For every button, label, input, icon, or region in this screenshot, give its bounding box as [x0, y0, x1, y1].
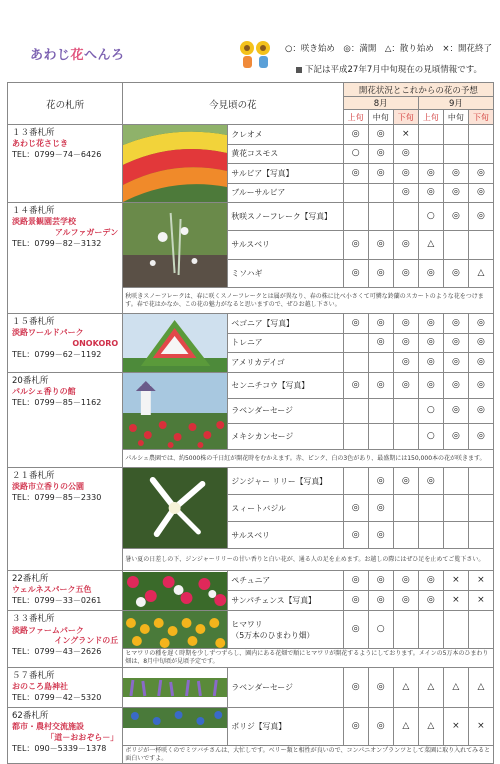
bloom-status-mark: ◎ [393, 333, 418, 353]
bloom-status-mark: × [443, 707, 468, 745]
bloom-status-mark [343, 424, 368, 450]
place-tel: TEL：0799－82－3132 [12, 239, 102, 249]
bloom-table-wrapper [7, 82, 494, 764]
flower-name-text: メキシカンセージ [231, 432, 294, 442]
flower-name-text: トレニア [231, 338, 263, 348]
bloom-status-mark: ◎ [368, 164, 393, 184]
bloom-status-mark: ◎ [418, 591, 443, 611]
place-tel: TEL：0799－62－1192 [12, 350, 102, 360]
bloom-status-mark: ◎ [368, 144, 393, 164]
bloom-status-mark: ◎ [368, 231, 393, 259]
place-tel: TEL：0799－43－2626 [12, 647, 102, 657]
period-sep-late: 下旬 [468, 110, 493, 125]
flower-name [228, 667, 343, 707]
info-note: 下記は平成27年7月中旬現在の見頃情報です。 [296, 63, 482, 75]
flower-photo [123, 373, 228, 450]
bloom-status-mark: ◎ [443, 424, 468, 450]
place-cell [8, 314, 123, 373]
flower-row [8, 571, 494, 591]
flower-memo: ボリジが一杯咲くのでミツバチさんは、大忙しです。ベリー類と相性が良いので、コンパニオンプランツとして菜園に取り入れてみると面白いですよ。 [123, 745, 494, 764]
bloom-status-mark [393, 398, 418, 424]
place-name: あわじ花さじき [12, 139, 68, 149]
flower-photo-image [123, 125, 227, 202]
flower-memo: パルシェ農園では、約5000株の千日紅が開花時をむかえます。赤、ピンク、白の3色があり、最盛期には150,000本の花が咲きます。 [123, 450, 494, 468]
flower-photo-image [123, 572, 227, 610]
flower-name-text: スィートバジル [231, 503, 286, 513]
flower-photo-image [123, 678, 227, 697]
sunflower-children-illustration [238, 40, 272, 70]
place-name: 淡路景観園芸学校 [12, 217, 76, 227]
bloom-status-mark: ◎ [418, 468, 443, 495]
place-name: 淡路ファームパーク [12, 625, 84, 635]
bloom-status-mark: ○ [418, 398, 443, 424]
place-number: １４番札所 [12, 206, 55, 216]
flower-name-text: 黄花コスモス [231, 149, 279, 159]
bloom-status-mark: △ [443, 667, 468, 707]
bloom-status-mark: ○ [343, 144, 368, 164]
bloom-status-mark [418, 144, 443, 164]
bloom-status-mark [368, 183, 393, 203]
bloom-status-mark [343, 203, 368, 231]
place-name-sub: アルファガーデン [54, 228, 119, 238]
flower-name [228, 125, 343, 145]
flower-name-text: ヒマワリ [231, 619, 263, 629]
flower-name-text: ペチュニア [231, 576, 271, 586]
bloom-status-mark [443, 522, 468, 549]
bloom-status-mark [418, 495, 443, 522]
flower-name-text: ジンジャー リリー【写真】 [231, 476, 327, 486]
flower-name [228, 611, 343, 649]
bloom-status-mark: ◎ [418, 571, 443, 591]
flower-name [228, 203, 343, 231]
status-legend: ○：咲き始め ◎：満開 △：散り始め ×：開花終了 [285, 44, 492, 54]
place-tel: TEL：0799－42－5320 [12, 692, 102, 702]
bloom-status-mark: ◎ [443, 259, 468, 287]
bloom-status-mark [418, 125, 443, 145]
flower-row [8, 707, 494, 745]
bloom-status-mark [418, 611, 443, 649]
bloom-status-mark [343, 333, 368, 353]
bloom-status-mark: ○ [368, 611, 393, 649]
flower-name-text: ベゴニア【写真】 [231, 318, 294, 328]
bloom-status-mark [468, 522, 493, 549]
place-name: ウェルネスパーク五色 [12, 585, 92, 595]
flower-photo-image [123, 314, 227, 372]
bloom-status-mark: ◎ [343, 314, 368, 334]
bloom-status-mark [418, 522, 443, 549]
bloom-status-mark [468, 125, 493, 145]
bloom-status-mark: ◎ [418, 183, 443, 203]
bloom-status-mark: ◎ [368, 707, 393, 745]
bloom-status-mark: ◎ [343, 571, 368, 591]
flower-photo [123, 611, 228, 649]
place-number: ３３番札所 [12, 614, 55, 625]
bloom-table [7, 82, 494, 764]
flower-name-text: ボリジ【写真】 [231, 721, 286, 731]
place-name: パルシェ香りの館 [12, 387, 76, 397]
place-cell [8, 125, 123, 203]
flower-name [228, 164, 343, 184]
bloom-status-mark: ◎ [418, 373, 443, 399]
bloom-status-mark: × [468, 591, 493, 611]
bloom-status-mark: ◎ [343, 522, 368, 549]
flower-name [228, 231, 343, 259]
bloom-status-mark: ◎ [418, 314, 443, 334]
bloom-status-mark: ◎ [368, 591, 393, 611]
bloom-status-mark [368, 398, 393, 424]
bloom-status-mark: ◎ [443, 398, 468, 424]
place-number: 22番札所 [12, 574, 49, 584]
flower-photo-image [123, 373, 227, 449]
place-number: 20番札所 [12, 376, 49, 386]
bloom-status-mark: △ [418, 231, 443, 259]
bloom-status-mark: △ [468, 667, 493, 707]
place-name: 淡路ワールドパーク [12, 328, 84, 338]
bloom-status-mark [393, 203, 418, 231]
flower-memo: 秋咲きスノーフレークは、春に咲くスノーフレークとは属が異なり、春の株に比べ小さくて可憐な鈴蘭のスカートのような花をつけます。春で花はかなか、この花の魅力がなると思いますので、ぜひお越し下さい。 [123, 288, 494, 314]
bloom-status-mark: △ [393, 707, 418, 745]
place-name: おのころ島神社 [12, 682, 68, 692]
bloom-status-mark: ◎ [418, 333, 443, 353]
bloom-status-mark [468, 495, 493, 522]
place-tel: TEL：090－5339－1378 [12, 743, 107, 753]
flower-row [8, 203, 494, 231]
flower-row [8, 468, 494, 495]
bloom-status-mark [393, 424, 418, 450]
place-number: ５７番札所 [12, 670, 55, 681]
bloom-status-mark [468, 468, 493, 495]
flower-photo-image [123, 203, 227, 287]
place-number: １３番札所 [12, 128, 55, 138]
bloom-status-mark [368, 353, 393, 373]
bloom-status-mark: ◎ [343, 707, 368, 745]
bloom-status-mark: ◎ [393, 373, 418, 399]
flower-name [228, 353, 343, 373]
bloom-status-mark: ◎ [343, 164, 368, 184]
flower-name-text: 秋咲スノーフレーク【写真】 [231, 212, 332, 222]
bloom-status-mark [343, 183, 368, 203]
bloom-status-mark: × [393, 125, 418, 145]
bloom-status-mark: ◎ [368, 314, 393, 334]
flower-name [228, 707, 343, 745]
bloom-status-mark: ◎ [468, 333, 493, 353]
bloom-status-mark: ◎ [343, 259, 368, 287]
flower-name-text: サルスベリ [231, 530, 270, 540]
flower-photo [123, 468, 228, 549]
bloom-status-mark: ◎ [368, 495, 393, 522]
bloom-status-mark [343, 353, 368, 373]
bloom-status-mark: ◎ [468, 373, 493, 399]
flower-name [228, 468, 343, 495]
bloom-status-mark: ◎ [393, 183, 418, 203]
bloom-status-mark [443, 144, 468, 164]
bloom-status-mark [443, 125, 468, 145]
bloom-status-mark [368, 203, 393, 231]
flower-photo [123, 707, 228, 745]
place-name-sub: ONOKORO [72, 339, 119, 349]
place-number: ２１番札所 [12, 471, 55, 481]
place-cell [8, 571, 123, 611]
bloom-status-mark: ◎ [368, 259, 393, 287]
bloom-table-body [8, 125, 494, 764]
bloom-status-mark: △ [418, 707, 443, 745]
flower-name [228, 333, 343, 353]
flower-name-text: アメリカデイゴ [231, 358, 285, 368]
bloom-status-mark: ◎ [443, 333, 468, 353]
bloom-status-mark: ◎ [393, 468, 418, 495]
flower-name [228, 314, 343, 334]
bloom-status-mark: △ [418, 667, 443, 707]
place-tel: TEL：0799－85－1162 [12, 398, 102, 408]
flower-photo-image [123, 468, 227, 548]
bloom-status-mark: ○ [418, 424, 443, 450]
place-cell [8, 667, 123, 707]
page-header [0, 0, 500, 80]
flower-name [228, 591, 343, 611]
place-name: 淡路市立香りの公園 [12, 482, 84, 492]
place-cell [8, 611, 123, 668]
flower-name [228, 571, 343, 591]
place-number: 62番札所 [12, 710, 49, 721]
place-name-sub: イングランドの丘 [54, 636, 119, 646]
bloom-status-mark [468, 231, 493, 259]
bloom-status-mark: ◎ [468, 424, 493, 450]
period-sep-mid: 中旬 [443, 110, 468, 125]
bloom-status-mark: ◎ [443, 314, 468, 334]
flower-row [8, 611, 494, 649]
flower-name [228, 398, 343, 424]
bloom-status-mark: ◎ [468, 398, 493, 424]
bloom-status-mark: × [443, 591, 468, 611]
flower-name-text: サンパチェンス【写真】 [231, 596, 316, 606]
flower-name [228, 144, 343, 164]
place-tel: TEL：0799－85－2330 [12, 493, 102, 503]
bloom-status-mark: ◎ [343, 231, 368, 259]
place-cell [8, 203, 123, 314]
bloom-status-mark: ◎ [343, 591, 368, 611]
bloom-status-mark: ◎ [393, 259, 418, 287]
column-header-september: 9月 [418, 97, 493, 110]
bloom-status-mark [468, 144, 493, 164]
bloom-status-mark: ◎ [393, 164, 418, 184]
flower-name-text: ラベンダーセージ [231, 406, 293, 416]
flower-name [228, 522, 343, 549]
column-header-flowers: 今見頃の花 [123, 83, 343, 125]
bloom-status-mark: ◎ [443, 183, 468, 203]
bloom-status-mark: ◎ [343, 125, 368, 145]
bloom-status-mark: ◎ [368, 468, 393, 495]
bloom-status-mark [393, 611, 418, 649]
bloom-status-mark: ◎ [468, 203, 493, 231]
bloom-status-mark: ○ [418, 203, 443, 231]
place-name: 都市・農村交流施設 [12, 722, 84, 732]
flower-name-text: クレオメ [231, 129, 263, 139]
bloom-status-mark: ◎ [393, 314, 418, 334]
bloom-status-mark: ◎ [443, 164, 468, 184]
flower-photo [123, 203, 228, 288]
flower-row [8, 667, 494, 707]
column-header-august: 8月 [343, 97, 418, 110]
bloom-status-mark: ◎ [368, 333, 393, 353]
flower-photo-image [123, 708, 227, 745]
flower-row [8, 373, 494, 399]
flower-name [228, 259, 343, 287]
bloom-status-mark [393, 522, 418, 549]
period-aug-mid: 中旬 [368, 110, 393, 125]
period-aug-early: 上旬 [343, 110, 368, 125]
period-sep-early: 上旬 [418, 110, 443, 125]
flower-row [8, 314, 494, 334]
flower-row [8, 125, 494, 145]
bloom-status-mark: ◎ [393, 591, 418, 611]
place-cell [8, 468, 123, 571]
bloom-status-mark [468, 611, 493, 649]
bloom-status-mark: ◎ [393, 353, 418, 373]
bloom-status-mark: ◎ [368, 373, 393, 399]
bloom-status-mark: ◎ [393, 231, 418, 259]
bloom-status-mark: ◎ [393, 144, 418, 164]
bloom-status-mark [443, 231, 468, 259]
bloom-status-mark [393, 495, 418, 522]
flower-name [228, 373, 343, 399]
flower-photo [123, 571, 228, 611]
flower-name [228, 183, 343, 203]
bloom-status-mark: × [468, 571, 493, 591]
place-cell [8, 373, 123, 468]
bloom-status-mark: × [443, 571, 468, 591]
place-name-sub: 「道－おおぞら－」 [46, 732, 119, 742]
flower-photo [123, 125, 228, 203]
bloom-status-mark: ◎ [418, 353, 443, 373]
bloom-status-mark: ◎ [343, 495, 368, 522]
flower-name [228, 495, 343, 522]
bloom-status-mark: ◎ [468, 314, 493, 334]
flower-name-text: ラベンダーセージ [231, 682, 293, 692]
bloom-status-mark: ◎ [468, 183, 493, 203]
bloom-status-mark: ◎ [343, 667, 368, 707]
bloom-status-mark [368, 424, 393, 450]
bloom-status-mark: ◎ [468, 353, 493, 373]
bloom-status-mark: ◎ [368, 125, 393, 145]
bloom-status-mark: ◎ [368, 571, 393, 591]
bloom-status-mark: ◎ [443, 353, 468, 373]
flower-memo: 暑い夏の日差しの下、ジンジャーリリーの甘い香りと白い花が、通る人の足を止めます。お越しの際にはぜひ足を止めてご覧下さい。 [123, 549, 494, 571]
flower-photo [123, 667, 228, 707]
bloom-status-mark: × [468, 707, 493, 745]
place-tel: TEL：0799－33－0261 [12, 596, 102, 606]
site-logo: あわじ花へんろ [30, 48, 125, 63]
flower-photo [123, 314, 228, 373]
bloom-status-mark: ◎ [368, 667, 393, 707]
bloom-status-mark: ◎ [468, 164, 493, 184]
period-aug-late: 下旬 [393, 110, 418, 125]
bloom-status-mark: ◎ [393, 571, 418, 591]
column-header-place: 花の札所 [8, 83, 123, 125]
bloom-status-mark [443, 468, 468, 495]
column-header-forecast: 開花状況とこれからの花の予想 [343, 83, 493, 97]
bloom-status-mark: ◎ [418, 259, 443, 287]
bloom-status-mark [443, 495, 468, 522]
bloom-status-mark: ◎ [368, 522, 393, 549]
bloom-status-mark: ◎ [343, 611, 368, 649]
flower-photo-image [123, 611, 227, 648]
flower-name [228, 424, 343, 450]
bloom-status-mark [443, 611, 468, 649]
flower-name-text: ブルーサルビア [231, 188, 286, 198]
bloom-status-mark: △ [393, 667, 418, 707]
flower-name-text: サルスベリ [231, 240, 270, 250]
place-number: １５番札所 [12, 317, 55, 327]
bloom-status-mark: △ [468, 259, 493, 287]
flower-name-text: サルビア【写真】 [231, 168, 294, 178]
bloom-status-mark: ◎ [443, 373, 468, 399]
place-tel: TEL：0799－74－6426 [12, 150, 102, 160]
bloom-status-mark: ◎ [443, 203, 468, 231]
place-cell [8, 707, 123, 764]
bloom-status-mark: ◎ [343, 373, 368, 399]
flower-memo: ヒマワリの種を遅く時期を少しずつずらし、園内にある花畑で順にヒマワリが開花するようにしております。メインの5万本のひまわり畑は、8月中旬頃が見頃予定です。 [123, 649, 494, 668]
flower-name-text: センニチコウ【写真】 [231, 380, 310, 390]
bloom-status-mark [343, 398, 368, 424]
bloom-status-mark [343, 468, 368, 495]
bloom-status-mark: ◎ [418, 164, 443, 184]
flower-name-sub: （5万本のひまわり畑） [231, 630, 315, 640]
flower-name-text: ミソハギ [231, 268, 263, 278]
